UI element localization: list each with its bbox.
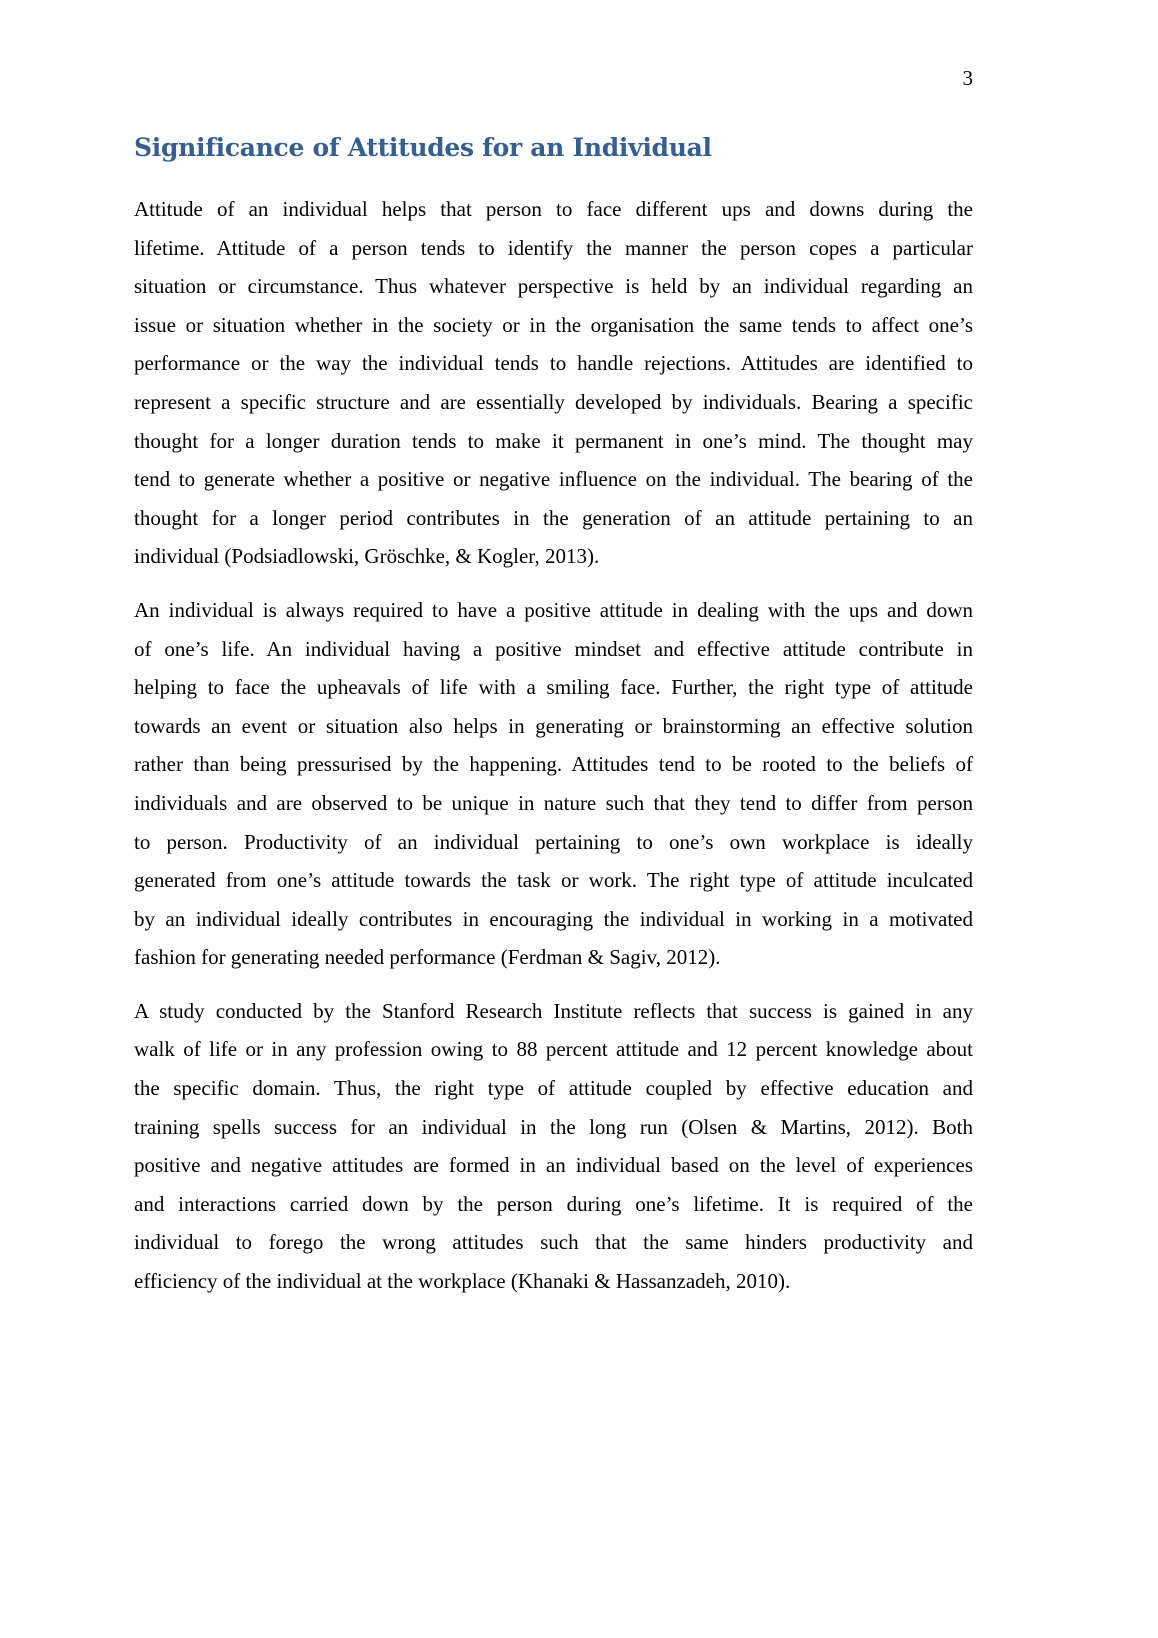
text-line: training spells success for an individual in the long run (Olsen & Martins, 2012). Both (134, 1114, 973, 1139)
text-line: A study conducted by the Stanford Research Institute reflects that success is gained in any (134, 998, 973, 1023)
text-line: issue or situation whether in the society or in the organisation the same tends to affect one’s (134, 312, 973, 337)
body-text (134, 190, 973, 1316)
text-line: to person. Productivity of an individual pertaining to one’s own workplace is ideally (134, 829, 973, 854)
section-heading: Significance of Attitudes for an Individual (134, 133, 712, 162)
text-line: An individual is always required to have a positive attitude in dealing with the ups and down (134, 597, 973, 622)
text-line: rather than being pressurised by the happening. Attitudes tend to be rooted to the beliefs of (134, 752, 973, 777)
text-line: helping to face the upheavals of life with a smiling face. Further, the right type of attitude (134, 675, 973, 700)
text-line: individuals and are observed to be unique in nature such that they tend to differ from person (134, 790, 973, 815)
text-line: towards an event or situation also helps in generating or brainstorming an effective solution (134, 713, 973, 738)
text-line: positive and negative attitudes are formed in an individual based on the level of experiences (134, 1153, 973, 1178)
text-line: by an individual ideally contributes in encouraging the individual in working in a motivated (134, 906, 973, 931)
text-line: individual to forego the wrong attitudes such that the same hinders productivity and (134, 1230, 973, 1255)
paragraph (134, 190, 973, 576)
text-line: represent a specific structure and are essentially developed by individuals. Bearing a specific (134, 389, 973, 414)
paragraph (134, 591, 973, 977)
text-line: individual (Podsiadlowski, Gröschke, & Kogler, 2013). (134, 544, 600, 569)
page-number: 3 (962, 66, 973, 90)
text-line: efficiency of the individual at the workplace (Khanaki & Hassanzadeh, 2010). (134, 1269, 791, 1294)
text-line: fashion for generating needed performance (Ferdman & Sagiv, 2012). (134, 945, 721, 970)
text-line: and interactions carried down by the person during one’s lifetime. It is required of the (134, 1191, 973, 1216)
text-line: walk of life or in any profession owing to 88 percent attitude and 12 percent knowledge about (134, 1037, 973, 1062)
text-line: thought for a longer duration tends to make it permanent in one’s mind. The thought may (134, 428, 973, 453)
text-line: performance or the way the individual tends to handle rejections. Attitudes are identified to (134, 351, 973, 376)
paragraph (134, 992, 973, 1301)
text-line: tend to generate whether a positive or negative influence on the individual. The bearing of the (134, 467, 973, 492)
text-line: the specific domain. Thus, the right type of attitude coupled by effective education and (134, 1076, 973, 1101)
text-line: lifetime. Attitude of a person tends to identify the manner the person copes a particular (134, 235, 973, 260)
text-line: thought for a longer period contributes in the generation of an attitude pertaining to an (134, 505, 973, 530)
text-line: Attitude of an individual helps that person to face different ups and downs during the (134, 197, 973, 221)
text-line: of one’s life. An individual having a positive mindset and effective attitude contribute in (134, 636, 973, 661)
text-line: situation or circumstance. Thus whatever perspective is held by an individual regarding an (134, 274, 973, 299)
text-line: generated from one’s attitude towards the task or work. The right type of attitude inculcated (134, 868, 973, 893)
